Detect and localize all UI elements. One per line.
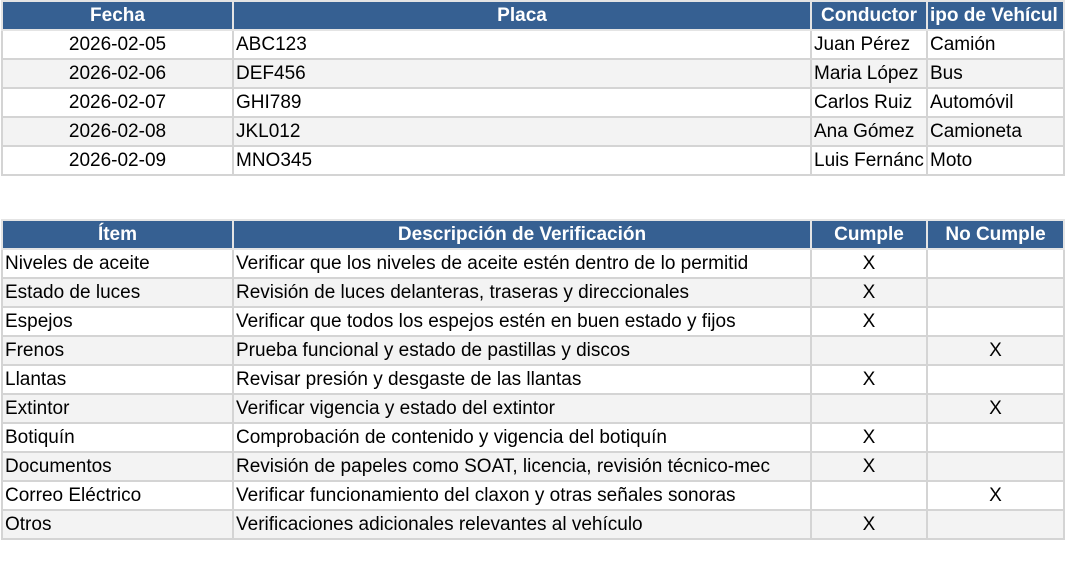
cell-descripcion[interactable]: Comprobación de contenido y vigencia del botiquín <box>233 423 811 452</box>
cell-descripcion[interactable]: Verificaciones adicionales relevantes al vehículo <box>233 510 811 539</box>
header-item[interactable]: Ítem <box>2 220 233 249</box>
cell-placa[interactable]: ABC123 <box>233 30 811 59</box>
cell-item[interactable]: Frenos <box>2 336 233 365</box>
cell-descripcion[interactable]: Prueba funcional y estado de pastillas y discos <box>233 336 811 365</box>
cell-cumple[interactable]: X <box>811 249 927 278</box>
cell-item[interactable]: Otros <box>2 510 233 539</box>
cell-cumple[interactable] <box>811 394 927 423</box>
header-fecha[interactable]: Fecha <box>2 1 233 30</box>
cell-conductor[interactable]: Maria López <box>811 59 927 88</box>
cell-item[interactable]: Espejos <box>2 307 233 336</box>
cell-item[interactable]: Estado de luces <box>2 278 233 307</box>
cell-item[interactable]: Correo Eléctrico <box>2 481 233 510</box>
cell-no-cumple[interactable] <box>927 278 1064 307</box>
cell-tipo[interactable]: Camión <box>927 30 1064 59</box>
cell-no-cumple[interactable]: X <box>927 336 1064 365</box>
cell-item[interactable]: Botiquín <box>2 423 233 452</box>
table-row <box>2 88 1064 117</box>
cell-item[interactable]: Extintor <box>2 394 233 423</box>
cell-no-cumple[interactable]: X <box>927 394 1064 423</box>
cell-conductor[interactable]: Carlos Ruiz <box>811 88 927 117</box>
cell-no-cumple[interactable] <box>927 452 1064 481</box>
cell-cumple[interactable]: X <box>811 452 927 481</box>
table-row <box>2 59 1064 88</box>
cell-no-cumple[interactable] <box>927 365 1064 394</box>
header-no-cumple[interactable]: No Cumple <box>927 220 1064 249</box>
cell-no-cumple[interactable] <box>927 249 1064 278</box>
header-conductor[interactable]: Conductor <box>811 1 927 30</box>
cell-descripcion[interactable]: Verificar vigencia y estado del extintor <box>233 394 811 423</box>
cell-descripcion[interactable]: Verificar que los niveles de aceite estén dentro de lo permitid <box>233 249 811 278</box>
header-cumple[interactable]: Cumple <box>811 220 927 249</box>
header-descripcion[interactable]: Descripción de Verificación <box>233 220 811 249</box>
cell-placa[interactable]: MNO345 <box>233 146 811 175</box>
cell-tipo[interactable]: Camioneta <box>927 117 1064 146</box>
table-row <box>2 307 1064 336</box>
cell-fecha[interactable]: 2026-02-05 <box>2 30 233 59</box>
table-row <box>2 394 1064 423</box>
cell-no-cumple[interactable]: X <box>927 481 1064 510</box>
table-row <box>2 336 1064 365</box>
cell-descripcion[interactable]: Revisión de papeles como SOAT, licencia, revisión técnico-mec <box>233 452 811 481</box>
cell-tipo[interactable]: Automóvil <box>927 88 1064 117</box>
cell-cumple[interactable]: X <box>811 423 927 452</box>
cell-no-cumple[interactable] <box>927 510 1064 539</box>
cell-placa[interactable]: JKL012 <box>233 117 811 146</box>
table-row <box>2 249 1064 278</box>
header-placa[interactable]: Placa <box>233 1 811 30</box>
cell-descripcion[interactable]: Verificar funcionamiento del claxon y otras señales sonoras <box>233 481 811 510</box>
cell-cumple[interactable] <box>811 336 927 365</box>
cell-cumple[interactable]: X <box>811 307 927 336</box>
checklist-table <box>1 219 1065 540</box>
cell-placa[interactable]: DEF456 <box>233 59 811 88</box>
cell-item[interactable]: Niveles de aceite <box>2 249 233 278</box>
cell-placa[interactable]: GHI789 <box>233 88 811 117</box>
table-row <box>2 365 1064 394</box>
cell-conductor[interactable]: Juan Pérez <box>811 30 927 59</box>
cell-fecha[interactable]: 2026-02-07 <box>2 88 233 117</box>
cell-item[interactable]: Llantas <box>2 365 233 394</box>
cell-cumple[interactable] <box>811 481 927 510</box>
table-row <box>2 452 1064 481</box>
table-row <box>2 423 1064 452</box>
table-row <box>2 278 1064 307</box>
vehicle-table <box>1 0 1065 176</box>
cell-fecha[interactable]: 2026-02-08 <box>2 117 233 146</box>
table-row <box>2 510 1064 539</box>
table-row <box>2 146 1064 175</box>
vehicle-header-row <box>2 1 1064 30</box>
table-row <box>2 481 1064 510</box>
cell-descripcion[interactable]: Verificar que todos los espejos estén en buen estado y fijos <box>233 307 811 336</box>
table-row <box>2 30 1064 59</box>
cell-cumple[interactable]: X <box>811 365 927 394</box>
cell-cumple[interactable]: X <box>811 278 927 307</box>
cell-no-cumple[interactable] <box>927 307 1064 336</box>
cell-fecha[interactable]: 2026-02-09 <box>2 146 233 175</box>
cell-conductor[interactable]: Luis Fernánc <box>811 146 927 175</box>
cell-no-cumple[interactable] <box>927 423 1064 452</box>
cell-tipo[interactable]: Moto <box>927 146 1064 175</box>
cell-tipo[interactable]: Bus <box>927 59 1064 88</box>
header-tipo-vehiculo[interactable]: ipo de Vehícul <box>927 1 1064 30</box>
cell-conductor[interactable]: Ana Gómez <box>811 117 927 146</box>
cell-cumple[interactable]: X <box>811 510 927 539</box>
table-row <box>2 117 1064 146</box>
cell-item[interactable]: Documentos <box>2 452 233 481</box>
checklist-header-row <box>2 220 1064 249</box>
cell-fecha[interactable]: 2026-02-06 <box>2 59 233 88</box>
cell-descripcion[interactable]: Revisar presión y desgaste de las llantas <box>233 365 811 394</box>
cell-descripcion[interactable]: Revisión de luces delanteras, traseras y direccionales <box>233 278 811 307</box>
